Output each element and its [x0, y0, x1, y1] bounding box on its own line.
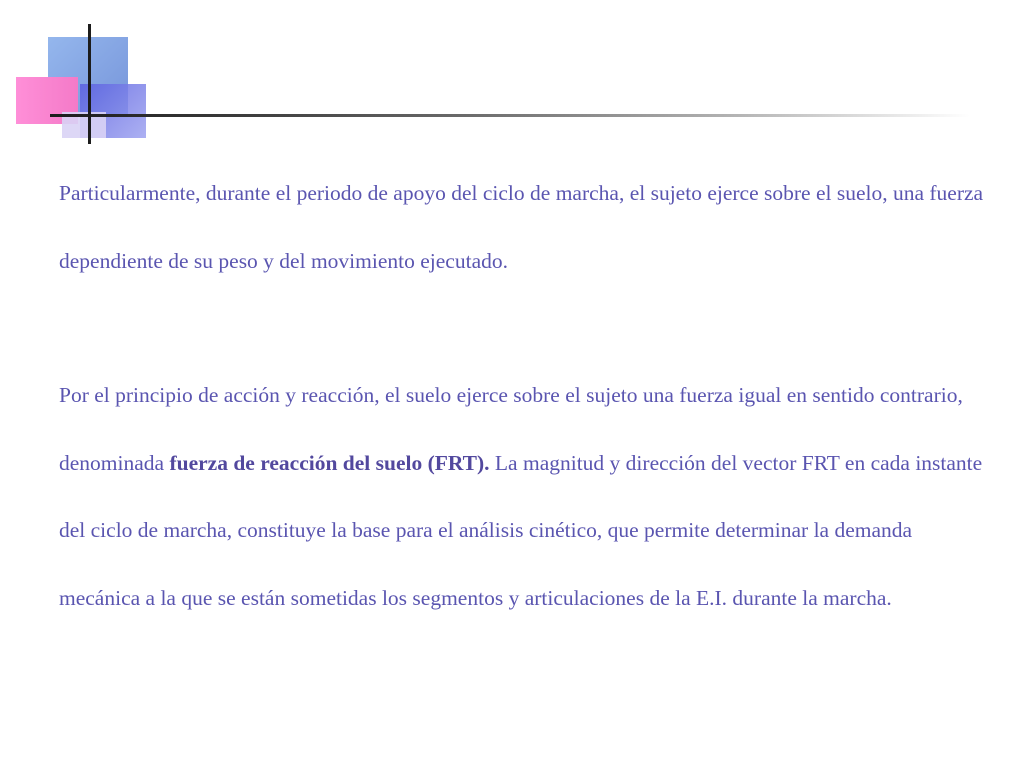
decorative-vertical-line: [88, 24, 91, 144]
decorative-horizontal-line: [50, 114, 970, 117]
paragraph-ground-force: Particularmente, durante el periodo de apoyo del ciclo de marcha, el sujeto ejerce sobre el suelo, una fuerza dependiente de su peso y del movimiento ejecutado.: [59, 181, 984, 273]
paragraph-frt-intro: Por el principio de acción y reacción, el suelo ejerce sobre el sujeto una fuerza igual en sentido contrario, denominada: [59, 383, 963, 475]
paragraph-frt: [59, 362, 989, 632]
frt-term: fuerza de reacción del suelo (FRT).: [169, 450, 490, 475]
paragraph-frt-rest: La magnitud y dirección del vector FRT en cada instante del ciclo de marcha, constituye la base para el análisis cinético, que permite determinar la demanda mecánica a la que se están sometidas los segmentos y articulaciones de la E.I. durante la marcha.: [59, 450, 983, 610]
